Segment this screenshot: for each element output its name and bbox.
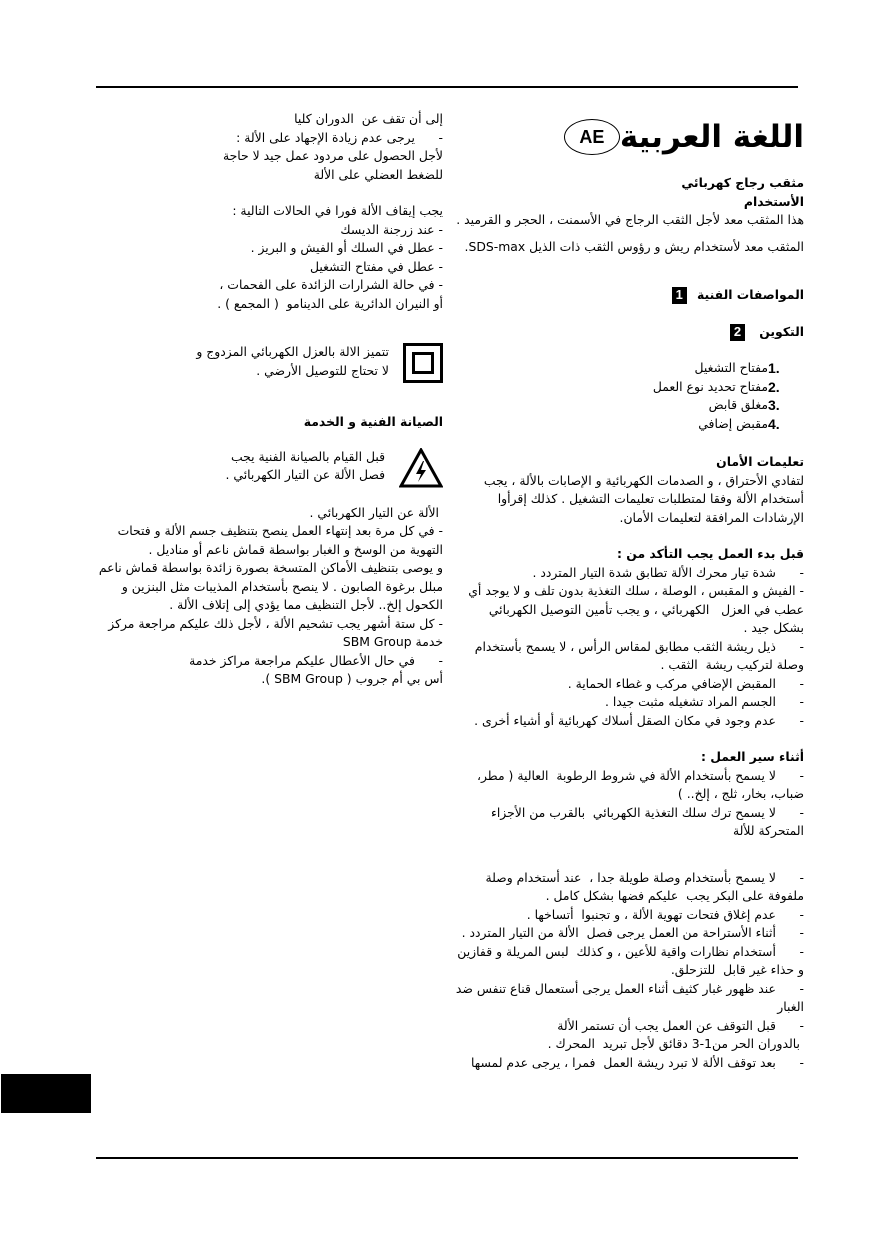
during-work-item: - عند ظهور غبار كثيف أثناء العمل يرجى أستعمال قناع تنفس ضد الغبار <box>451 980 804 1014</box>
stop-item: - عطل في السلك أو الفيش و البريز . <box>250 240 443 255</box>
maintenance-line: - في حال الأعطال عليكم مراجعة مراكز خدمة أس بي أم جروب ( SBM Group ). <box>185 652 443 686</box>
maintenance-line: الألة عن التيار الكهربائي . <box>309 504 439 520</box>
during-work-item: بالدوران الحر من1-3 دقائق لأجل تبريد المحرك . <box>547 1036 800 1051</box>
electric-hazard-icon <box>399 448 443 488</box>
stop-item: أو النيران الدائرية على الدينامو ( المجمع ) . <box>217 295 443 311</box>
during-work-heading: أثناء سير العمل : <box>700 749 804 764</box>
component-item: 2. مفتاح تحديد نوع العمل <box>652 378 780 395</box>
maintenance-warning <box>96 448 443 488</box>
bottom-rule <box>96 1157 798 1159</box>
stop-item: - عطل في مفتاح التشغيل <box>310 258 443 274</box>
components-list <box>455 359 804 433</box>
during-work-item: - أثناء الأستراحة من العمل يرجى فصل الألة من التيار المتردد . <box>461 925 804 940</box>
double-insulation-icon <box>403 343 443 383</box>
during-work-item: - عدم إغلاق فتحات تهوية الألة ، و تجنبوا أتساخها . <box>526 906 804 922</box>
right-column <box>451 112 804 1072</box>
language-badge: AE <box>564 119 620 155</box>
during-work-item: - لا يسمح بأستخدام الألة في شروط الرطوبة العالية ( مطر، ضباب، بخار، ثلج ، إلخ.. ) <box>473 767 804 801</box>
during-work-item: - قبل التوقف عن العمل يجب أن تستمر الألة <box>557 1017 804 1033</box>
title-row <box>455 112 804 162</box>
safety-heading: تعليمات الأمان <box>716 454 804 469</box>
language-side-tab <box>1 1074 91 1113</box>
stop-item: - عند زرجنة الديسك <box>340 221 443 237</box>
component-item: 1. مفتاح التشغيل <box>694 360 780 376</box>
usage-line: المثقب معد لأستخدام ريش و رؤوس الثقب ذات الذيل SDS-max. <box>464 238 804 254</box>
components-heading <box>455 323 804 342</box>
maintenance-warning-text: قبل القيام بالصيانة الفنية يجب فصل الألة عن التيار الكهربائي . <box>225 448 385 482</box>
specs-heading-text: المواصفات الفنية <box>697 287 804 302</box>
before-work-item: - ذيل ريشة الثقب مطابق لمقاس الرأس ، لا يسمح بأستخدام وصلة لتركيب ريشة الثقب . <box>470 638 804 672</box>
usage-line: هذا المثقب معد لأجل الثقب الرجاج في الأسمنت ، الحجر و القرميد . <box>456 212 804 227</box>
component-item: 3. مغلق قابض <box>708 397 780 413</box>
stop-heading: يجب إيقاف الألة فورا في الحالات التالية : <box>232 203 443 218</box>
continuation-line: إلى أن تقف عن الدوران كليا <box>294 111 443 126</box>
during-work-item: - لا يسمح بأستخدام وصلة طويلة جدا ، عند أستخدام وصلة ملفوفة على البكر يجب عليكم فضها بشكل كامل . <box>481 869 804 903</box>
before-work-item: - الفيش و المقبس ، الوصلة ، سلك التغذية بدون تلف و لا يوجد أي عطب في العزل الكهربائي ، و يجب تأمين التوصيل الكهربائي بشكل جيد . <box>464 583 804 635</box>
maintenance-line: - كل ستة أشهر يجب تشحيم الألة ، لأجل ذلك عليكم مراجعة مركز خدمة SBM Group <box>108 615 443 649</box>
during-work-item: - بعد توقف الألة لا تبرد ريشة العمل فمرا ، يرجى عدم لمسها <box>471 1054 804 1070</box>
safety-text: لتفادي الأحتراق ، و الصدمات الكهربائية و الإصابات بالألة ، يجب أستخدام الألة وفقا لمتطلبات تعليمات التشغيل . كذلك إقرأوا الإرشادات المرافقة لتعليمات الأمان. <box>483 472 804 525</box>
during-work-item: - لا يسمح ترك سلك التغذية الكهربائي بالقرب من الأجزاء المتحركة للألة <box>487 804 804 838</box>
section-number-badge: 1 <box>672 287 687 304</box>
page-title: اللغة العربية <box>619 119 804 155</box>
continuation-line: - يرجى عدم زيادة الإجهاد على الألة : <box>236 129 443 145</box>
components-heading-text: التكوين <box>759 323 804 339</box>
before-work-heading: قبل بدء العمل يجب التأكد من : <box>617 546 804 561</box>
insulation-note-text: تتميز الالة بالعزل الكهربائي المزدوج و لا تحتاج للتوصيل الأرضي . <box>196 344 389 378</box>
maintenance-line: و يوصى بتنظيف الأماكن المتسخة بصورة زائدة بواسطة قماش ناعم مبلل برغوة الصابون . لا ينصح بأستخدام المذيبات مثل البنزين و الكحول إلخ.. لأجل التنظيف مما يؤدي إلى إتلاف الألة . <box>98 560 443 612</box>
section-number-badge: 2 <box>730 324 745 341</box>
stop-item: - في حالة الشرارات الزائدة على الفحمات ، <box>219 277 443 292</box>
before-work-item: - المقبض الإضافي مركب و غطاء الحماية . <box>567 675 804 691</box>
component-item: 4. مقبض إضافي <box>698 415 780 432</box>
before-work-item: - الجسم المراد تشغيله مثبت جيدا . <box>604 694 804 709</box>
maintenance-line: - في كل مرة بعد إنتهاء العمل ينصح بتنظيف جسم الألة و فتحات التهوية من الوسخ و الغبار بواسطة قماش ناعم أو مناديل . <box>117 523 443 557</box>
specs-heading <box>455 286 804 305</box>
left-column <box>96 110 443 689</box>
insulation-note <box>96 343 443 383</box>
during-work-item: - أستخدام نظارات واقية للأعين ، و كذلك لبس المريلة و قفازين و حذاء غير قابل للتزحلق. <box>453 943 804 977</box>
maintenance-heading: الصيانة الفنية و الخدمة <box>303 414 443 429</box>
product-name: مثقب رجاج كهربائي <box>681 175 804 190</box>
before-work-item: - شدة تيار محرك الألة تطابق شدة التيار المتردد . <box>532 564 804 580</box>
continuation-line: لأجل الحصول على مردود عمل جيد لا حاجة للضغط العضلي على الألة <box>222 148 443 182</box>
usage-heading: الأستخدام <box>743 193 804 209</box>
before-work-item: - عدم وجود في مكان الصقل أسلاك كهربائية أو أشياء أخرى . <box>474 712 804 728</box>
top-rule <box>96 86 798 88</box>
